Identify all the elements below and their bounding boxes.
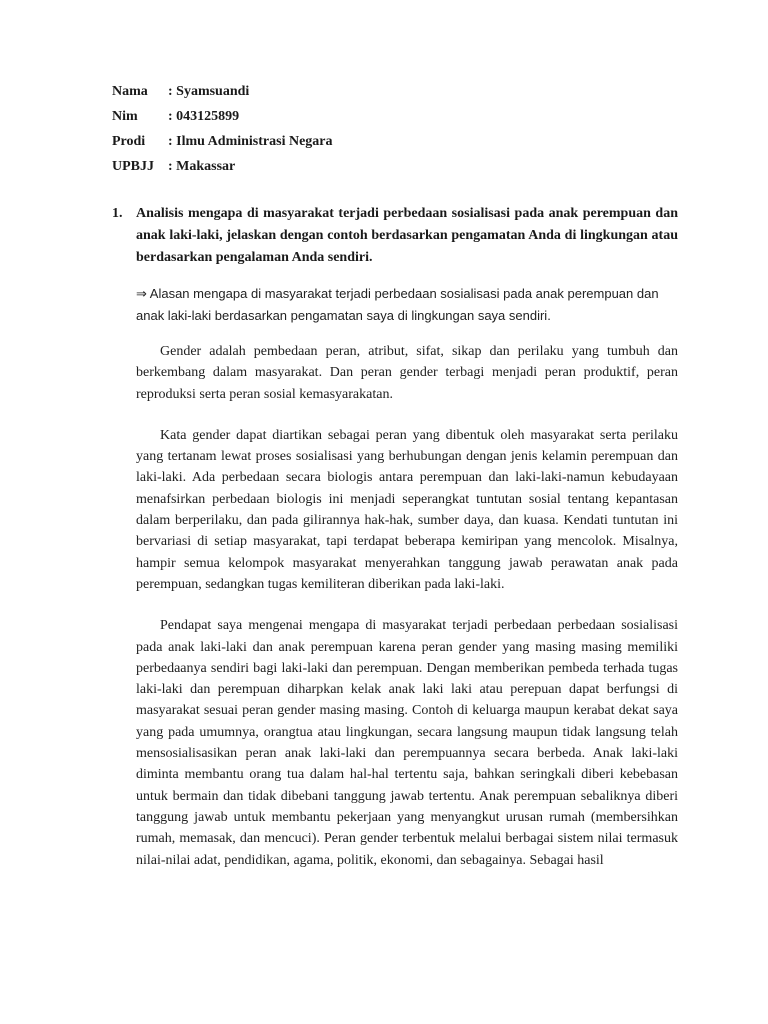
student-identity <box>112 79 512 179</box>
identity-row-prodi <box>112 129 512 154</box>
question-1 <box>112 203 678 269</box>
identity-label: Nim <box>112 109 138 124</box>
answer-intro: ⇒ Alasan mengapa di masyarakat terjadi perbedaan sosialisasi pada anak perempuan dan anak laki-laki berdasarkan pengamatan saya di lingkungan saya sendiri. <box>136 286 659 323</box>
identity-value: : Ilmu Administrasi Negara <box>168 134 333 149</box>
identity-row-nim <box>112 104 512 129</box>
identity-value: : Syamsuandi <box>168 84 250 99</box>
answer-paragraph: Pendapat saya mengenai mengapa di masyarakat terjadi perbedaan perbedaan sosialisasi pada anak laki-laki dan anak perempuan karena peran gender yang masing masing memiliki perbedaanya sendiri bagi laki-laki dan perempuan. Dengan memberikan pembeda terhada tugas laki-laki dan perempuan diharpkan kelak anak laki laki atau perepuan dapat berfungsi di masyarakat sesuai peran gender masing masing. Contoh di keluarga maupun kerabat dekat saya yang pada umumnya, orangtua atau lingkungan, secara langsung maupun tidak langsung telah mensosialisasikan peran anak laki-laki dan perempuannya secara berbeda. Anak laki-laki diminta membantu orang tua dalam hal-hal tertentu saja, bahkan seringkali diberi kebebasan untuk bermain dan tidak dibebani tanggung jawab tertentu. Anak perempuan sebaliknya diberi tanggung jawab untuk membantu pekerjaan yang menyangkut urusan rumah (membersihkan rumah, memasak, dan mencuci). Peran gender terbentuk melalui berbagai sistem nilai termasuk nilai-nilai adat, pendidikan, agama, politik, ekonomi, dan sebagainya. Sebagai hasil <box>136 618 678 868</box>
identity-label: Prodi <box>112 134 146 149</box>
answer-paragraph: Kata gender dapat diartikan sebagai peran yang dibentuk oleh masyarakat serta perilaku yang tertanam lewat proses sosialisasi yang berhubungan dengan jenis kelamin perempuan dan laki-laki. Ada perbedaan secara biologis antara perempuan dan laki-laki-namun kebudayaan menafsirkan perbedaan biologis ini menjadi seperangkat tuntutan sosial tentang kepantasan dalam berperilaku, dan pada gilirannya hak-hak, sumber daya, dan kuasa. Kendati tuntutan ini bervariasi di setiap masyarakat, tapi terdapat beberapa kemiripan yang mencolok. Misalnya, hampir semua kelompok masyarakat menyerahkan tanggung jawab perawatan anak pada perempuan, sedangkan tugas kemiliteran diberikan pada laki-laki. <box>136 427 678 592</box>
question-text: Analisis mengapa di masyarakat terjadi perbedaan sosialisasi pada anak perempuan dan anak laki-laki, jelaskan dengan contoh berdasarkan pengamatan Anda di lingkungan atau berdasarkan pengalaman Anda sendiri. <box>136 206 678 265</box>
identity-value: : Makassar <box>168 159 236 174</box>
identity-label: UPBJJ <box>112 159 154 174</box>
identity-row-name <box>112 79 512 104</box>
answer-body <box>136 341 678 891</box>
identity-label: Nama <box>112 84 148 99</box>
answer-paragraph: Gender adalah pembedaan peran, atribut, sifat, sikap dan perilaku yang tumbuh dan berkembang dalam masyarakat. Dan peran gender terbagi menjadi peran produktif, peran reproduksi serta peran sosial kemasyarakatan. <box>136 344 678 402</box>
question-number: 1. <box>112 206 123 221</box>
identity-row-upbjj <box>112 154 512 179</box>
identity-value: : 043125899 <box>168 109 240 124</box>
